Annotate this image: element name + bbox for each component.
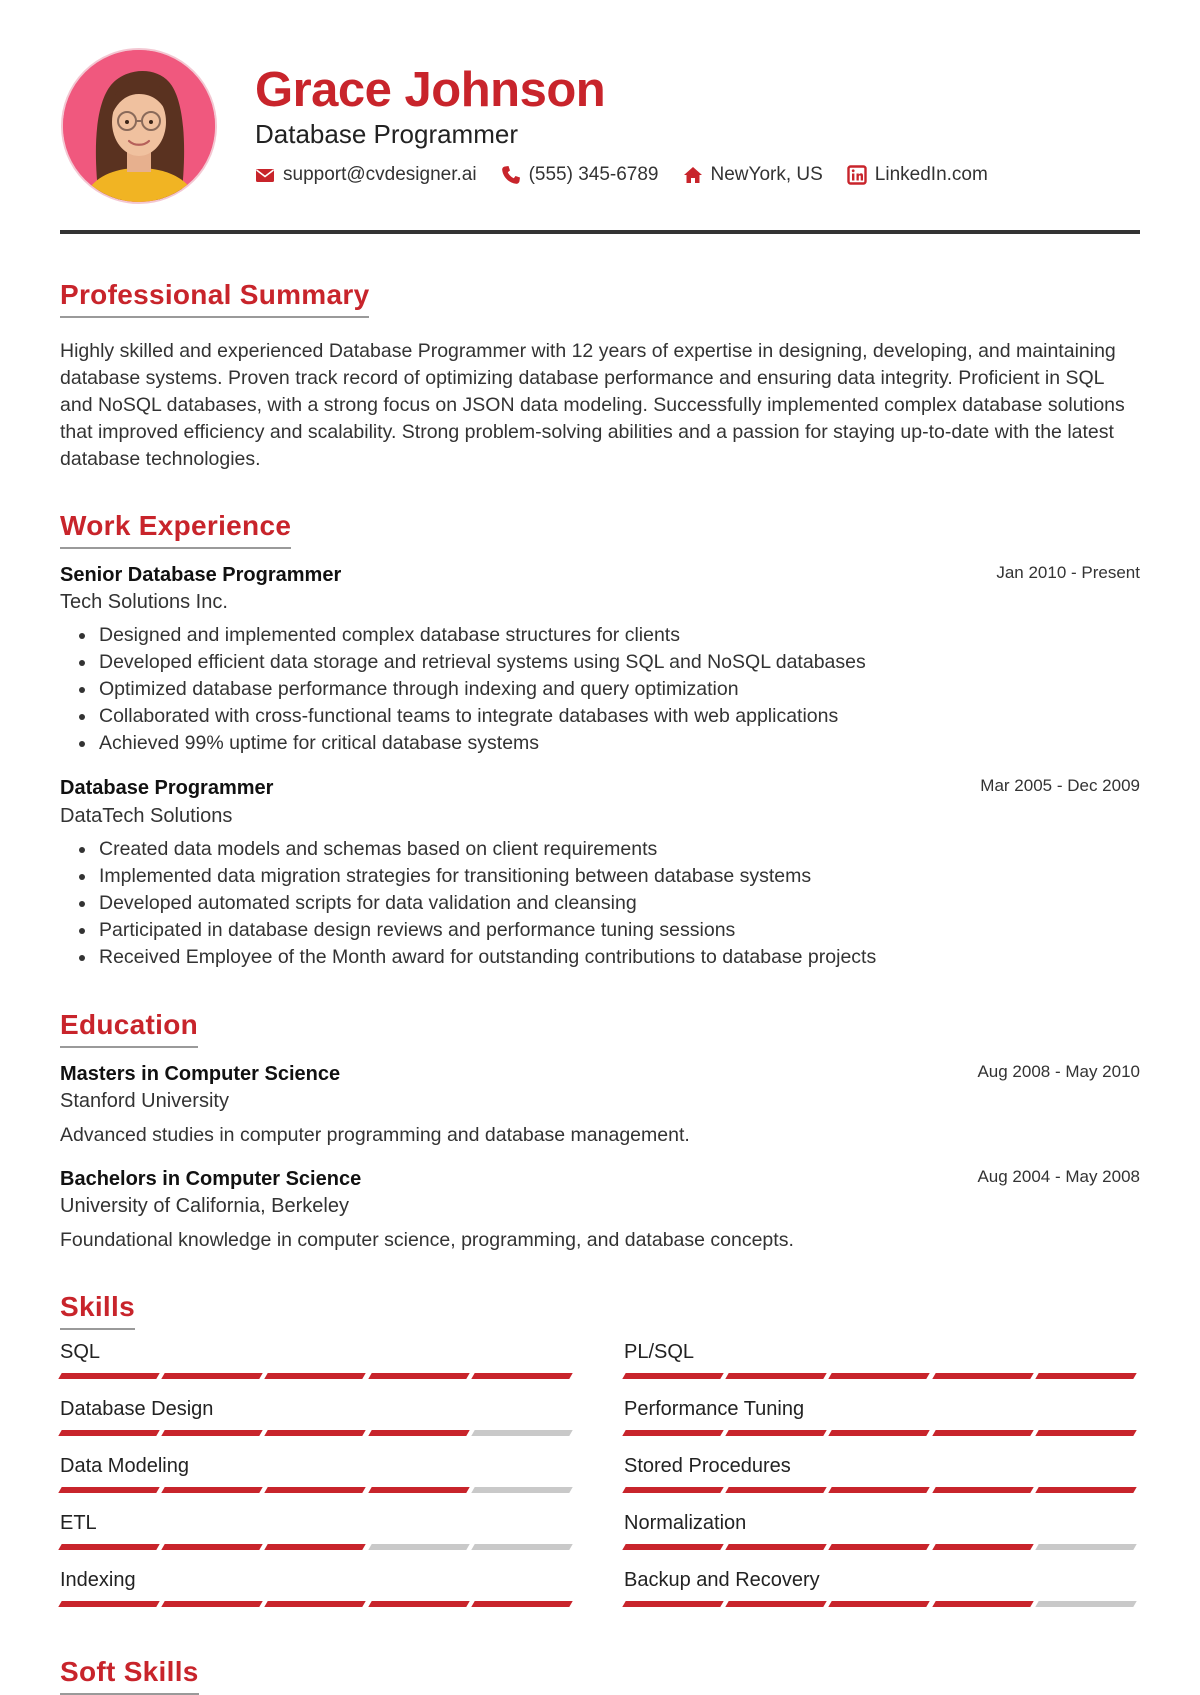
skill-level-segment-filled bbox=[932, 1601, 1034, 1607]
education-degree: Bachelors in Computer Science bbox=[60, 1168, 362, 1190]
skill-level-segment-filled bbox=[161, 1544, 263, 1550]
skill-item bbox=[60, 1396, 576, 1436]
summary-text: Highly skilled and experienced Database Programmer with 12 years of expertise in designing, developing, and maintaining database systems. Proven track record of optimizing database performance and ensuring data integrity. Proficient in SQL and NoSQL databases, with a strong focus on JSON data modeling. Successfully implemented complex database solutions that improved efficiency and scalability. Strong problem-solving abilities and a passion for staying up-to-date with the latest database technologies. bbox=[60, 340, 1125, 470]
skill-name: Database Design bbox=[60, 1398, 214, 1420]
contact-linkedin-text: LinkedIn.com bbox=[874, 164, 988, 185]
avatar-portrait-icon bbox=[63, 50, 215, 202]
skill-level-segment-filled bbox=[161, 1487, 263, 1493]
skill-level-segment-filled bbox=[1035, 1430, 1137, 1436]
skill-level-segment-filled bbox=[58, 1430, 160, 1436]
skill-level-segment-filled bbox=[725, 1373, 827, 1379]
contact-linkedin[interactable] bbox=[847, 163, 988, 187]
education-school: Stanford University bbox=[60, 1090, 229, 1112]
list-item: • Created data models and schemas based on client requirements bbox=[97, 836, 876, 863]
section-title-soft-skills: Soft Skills bbox=[60, 1655, 199, 1695]
section-title-education: Education bbox=[60, 1008, 198, 1048]
list-item: • Developed automated scripts for data validation and cleansing bbox=[97, 890, 876, 917]
job-company: DataTech Solutions bbox=[60, 805, 233, 827]
skill-level-segment-filled bbox=[265, 1430, 367, 1436]
skill-name: Performance Tuning bbox=[624, 1398, 805, 1420]
skill-level-segment-filled bbox=[829, 1487, 931, 1493]
section-title-experience: Work Experience bbox=[60, 509, 291, 549]
contact-email-text: support@cvdesigner.ai bbox=[283, 164, 477, 185]
job-dates: Jan 2010 - Present bbox=[996, 563, 1140, 582]
skill-level-segment-filled bbox=[58, 1373, 160, 1379]
skill-level-segment-filled bbox=[622, 1430, 724, 1436]
skill-level-segment-filled bbox=[368, 1601, 470, 1607]
contact-location-text: NewYork, US bbox=[710, 164, 823, 185]
skill-name: ETL bbox=[60, 1512, 97, 1534]
job-title: Senior Database Programmer bbox=[60, 564, 342, 586]
header-divider bbox=[60, 230, 1140, 234]
skill-level-segment-empty bbox=[471, 1430, 573, 1436]
avatar bbox=[61, 48, 217, 204]
skill-level-segment-filled bbox=[829, 1430, 931, 1436]
skill-level-segment-filled bbox=[368, 1487, 470, 1493]
list-item: • Received Employee of the Month award for outstanding contributions to database projects bbox=[97, 944, 876, 971]
education-description: Foundational knowledge in computer science, programming, and database concepts. bbox=[60, 1229, 794, 1251]
skill-level-segment-filled bbox=[58, 1487, 160, 1493]
skill-level-segment-empty bbox=[368, 1544, 470, 1550]
candidate-name: Grace Johnson bbox=[255, 63, 606, 117]
education-dates: Aug 2004 - May 2008 bbox=[977, 1167, 1140, 1186]
resume-header bbox=[60, 0, 1140, 240]
contact-phone[interactable] bbox=[501, 163, 659, 187]
skill-level-segment-filled bbox=[1035, 1487, 1137, 1493]
skill-level-segment-empty bbox=[1035, 1601, 1137, 1607]
skill-level-bar bbox=[60, 1601, 576, 1607]
skill-item bbox=[624, 1567, 1140, 1607]
skill-level-segment-filled bbox=[829, 1373, 931, 1379]
skill-level-bar bbox=[624, 1430, 1140, 1436]
home-icon bbox=[683, 165, 703, 185]
skill-name: Normalization bbox=[624, 1512, 747, 1534]
skill-level-segment-empty bbox=[471, 1487, 573, 1493]
contact-location bbox=[683, 163, 823, 187]
skill-name: SQL bbox=[60, 1341, 101, 1363]
skill-level-segment-filled bbox=[161, 1601, 263, 1607]
skill-item bbox=[60, 1339, 576, 1379]
envelope-icon bbox=[255, 165, 275, 185]
job-company: Tech Solutions Inc. bbox=[60, 591, 228, 613]
section-title-skills: Skills bbox=[60, 1290, 135, 1330]
skill-level-bar bbox=[60, 1544, 576, 1550]
skill-level-bar bbox=[60, 1373, 576, 1379]
candidate-title: Database Programmer bbox=[255, 119, 518, 149]
skill-level-segment-filled bbox=[265, 1601, 367, 1607]
section-title-summary: Professional Summary bbox=[60, 278, 369, 318]
skill-item bbox=[60, 1510, 576, 1550]
education-school: University of California, Berkeley bbox=[60, 1195, 349, 1217]
skill-level-segment-filled bbox=[471, 1601, 573, 1607]
skill-level-segment-filled bbox=[265, 1544, 367, 1550]
skill-item bbox=[624, 1396, 1140, 1436]
skill-level-segment-filled bbox=[725, 1601, 827, 1607]
skill-level-segment-filled bbox=[622, 1601, 724, 1607]
skill-level-segment-filled bbox=[58, 1544, 160, 1550]
list-item: • Developed efficient data storage and retrieval systems using SQL and NoSQL databases bbox=[97, 649, 866, 676]
job-title: Database Programmer bbox=[60, 777, 274, 799]
list-item: • Optimized database performance through indexing and query optimization bbox=[97, 676, 866, 703]
list-item: • Achieved 99% uptime for critical database systems bbox=[97, 730, 866, 757]
skill-level-segment-filled bbox=[471, 1373, 573, 1379]
skill-item bbox=[624, 1453, 1140, 1493]
skill-level-bar bbox=[624, 1601, 1140, 1607]
skill-level-segment-filled bbox=[622, 1544, 724, 1550]
skill-level-segment-filled bbox=[622, 1373, 724, 1379]
skill-name: Data Modeling bbox=[60, 1455, 189, 1477]
linkedin-icon bbox=[847, 165, 867, 185]
skill-name: PL/SQL bbox=[624, 1341, 695, 1363]
skill-level-segment-filled bbox=[1035, 1373, 1137, 1379]
job-bullets bbox=[60, 622, 866, 757]
skill-level-bar bbox=[60, 1430, 576, 1436]
skill-level-segment-filled bbox=[622, 1487, 724, 1493]
skill-level-bar bbox=[624, 1544, 1140, 1550]
education-description: Advanced studies in computer programming and database management. bbox=[60, 1124, 690, 1146]
skill-name: Indexing bbox=[60, 1569, 136, 1591]
contact-bar bbox=[255, 163, 1012, 187]
skill-level-segment-filled bbox=[265, 1373, 367, 1379]
skill-level-segment-filled bbox=[161, 1373, 263, 1379]
skill-level-segment-filled bbox=[58, 1601, 160, 1607]
job-bullets bbox=[60, 836, 876, 971]
skill-level-segment-empty bbox=[471, 1544, 573, 1550]
skill-level-segment-filled bbox=[932, 1544, 1034, 1550]
skill-level-segment-filled bbox=[725, 1544, 827, 1550]
skill-level-segment-filled bbox=[932, 1487, 1034, 1493]
skill-level-segment-filled bbox=[725, 1430, 827, 1436]
skill-item bbox=[624, 1510, 1140, 1550]
list-item: • Collaborated with cross-functional teams to integrate databases with web applications bbox=[97, 703, 866, 730]
list-item: • Implemented data migration strategies for transitioning between database systems bbox=[97, 863, 876, 890]
skill-level-segment-filled bbox=[368, 1430, 470, 1436]
contact-phone-text: (555) 345-6789 bbox=[528, 164, 659, 185]
skill-item bbox=[60, 1567, 576, 1607]
skill-level-bar bbox=[624, 1487, 1140, 1493]
phone-icon bbox=[501, 165, 521, 185]
resume-content bbox=[60, 0, 1140, 1687]
skill-level-segment-filled bbox=[829, 1544, 931, 1550]
skill-level-segment-filled bbox=[161, 1430, 263, 1436]
skill-item bbox=[624, 1339, 1140, 1379]
job-dates: Mar 2005 - Dec 2009 bbox=[980, 776, 1140, 795]
skill-level-segment-filled bbox=[368, 1373, 470, 1379]
skill-level-segment-empty bbox=[1035, 1544, 1137, 1550]
skill-level-segment-filled bbox=[932, 1373, 1034, 1379]
skill-level-segment-filled bbox=[265, 1487, 367, 1493]
list-item: • Participated in database design reviews and performance tuning sessions bbox=[97, 917, 876, 944]
education-dates: Aug 2008 - May 2010 bbox=[977, 1062, 1140, 1081]
skill-level-segment-filled bbox=[932, 1430, 1034, 1436]
skill-level-bar bbox=[60, 1487, 576, 1493]
education-degree: Masters in Computer Science bbox=[60, 1063, 341, 1085]
list-item: • Designed and implemented complex database structures for clients bbox=[97, 622, 866, 649]
skill-name: Stored Procedures bbox=[624, 1455, 791, 1477]
contact-email[interactable] bbox=[255, 163, 477, 187]
skill-level-bar bbox=[624, 1373, 1140, 1379]
skill-level-segment-filled bbox=[829, 1601, 931, 1607]
skill-item bbox=[60, 1453, 576, 1493]
skill-level-segment-filled bbox=[725, 1487, 827, 1493]
skill-name: Backup and Recovery bbox=[624, 1569, 820, 1591]
